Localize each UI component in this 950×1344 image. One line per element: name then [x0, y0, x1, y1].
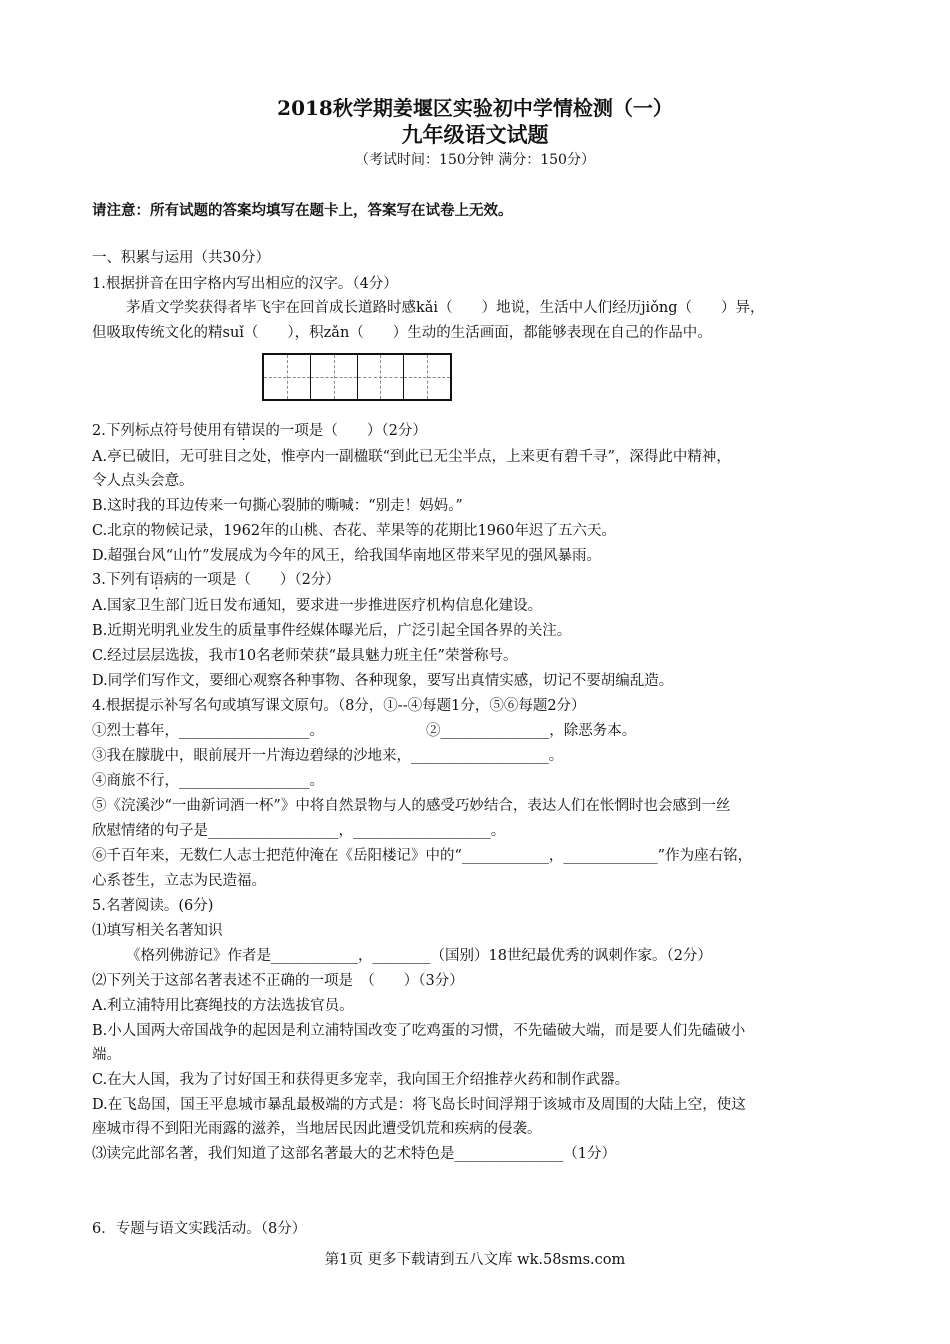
grid-cell[interactable] — [358, 355, 405, 399]
q3-stem — [92, 570, 340, 590]
grid-cell[interactable] — [404, 355, 450, 399]
q4-item5b: 欣慰情绪的句子是__________________，___________________。 — [92, 823, 506, 839]
section-heading: 一、积累与运用（共30分） — [92, 250, 270, 266]
q3-option-a: A.国家卫生部门近日发布通知，要求进一步推进医疗机构信息化建设。 — [92, 598, 543, 614]
notice: 请注意：所有试题的答案均填写在题卡上，答案写在试卷上无效。 — [92, 202, 513, 219]
q5-option-d2: 座城市得不到阳光雨露的滋养，当地居民因此遭受饥荒和疾病的侵袭。 — [92, 1121, 542, 1137]
q4-stem: 4.根据提示补写名句或填写课文原句。（8分，①--④每题1分，⑤⑥每题2分） — [92, 698, 586, 714]
q2-option-b: B.这时我的耳边传来一句撕心裂肺的嘶喊：“别走！妈妈。” — [92, 498, 463, 514]
q5-option-c: C.在大人国，我为了讨好国王和获得更多宠幸，我向国王介绍推荐火药和制作武器。 — [92, 1072, 630, 1088]
exam-info: （考试时间：150分钟 满分：150分） — [355, 152, 595, 168]
q5-part2: ⑵下列关于这部名著表述不正确的一项是 （ ）（3分） — [92, 973, 464, 989]
grid-cell[interactable] — [264, 355, 311, 399]
q2-option-c: C.北京的物候记录，1962年的山桃、杏花、苹果等的花期比1960年迟了五六天。 — [92, 523, 616, 539]
q2-emphasis: 有错误 — [221, 423, 266, 439]
q4-item6b: 心系苍生，立志为民造福。 — [92, 873, 266, 889]
q3-stem-a: 3.下列 — [92, 572, 135, 588]
q3-emphasis: 有语病 — [134, 572, 179, 588]
q4-item4: ④商旅不行，__________________。 — [92, 773, 324, 789]
q5-option-b1: B.小人国两大帝国战争的起因是利立浦特国改变了吃鸡蛋的习惯，不先磕破大端，而是要人们先磕破小 — [92, 1023, 746, 1039]
q4-item1: ①烈士暮年，__________________。 — [92, 723, 324, 739]
page-footer: 第1页 更多下载请到五八文库 wk.58sms.com — [324, 1252, 626, 1268]
q2-stem — [92, 421, 427, 441]
q3-stem-b: 的一项是（ ）（2分） — [178, 572, 340, 588]
q4-item3: ③我在朦胧中，眼前展开一片海边碧绿的沙地来，___________________。 — [92, 748, 564, 764]
q5-part1: ⑴填写相关名著知识 — [92, 923, 223, 939]
q4-item2: ②_______________，除恶务本。 — [426, 723, 637, 739]
q5-part1-line: 《格列佛游记》作者是____________，________（国别）18世纪最优秀的讽刺作家。（2分） — [126, 948, 712, 964]
tianzige-grid[interactable] — [262, 353, 452, 401]
q2-stem-b: 的一项是（ ）（2分） — [265, 423, 427, 439]
q3-option-c: C.经过层层选拔，我市10名老师荣获“最具魅力班主任”荣誉称号。 — [92, 648, 518, 664]
q5-stem: 5.名著阅读。(6分) — [92, 898, 214, 914]
q3-option-b: B.近期光明乳业发生的质量事件经媒体曝光后，广泛引起全国各界的关注。 — [92, 623, 572, 639]
q1-line2: 但吸取传统文化的精suǐ（ ），积zǎn（ ）生动的生活画面，都能够表现在自己的作品中。 — [92, 325, 712, 341]
q3-option-d: D.同学们写作文，要细心观察各种事物、各种现象，要写出真情实感，切记不要胡编乱造。 — [92, 673, 674, 689]
q5-option-b2: 端。 — [92, 1047, 121, 1063]
q2-option-d: D.超强台风“山竹”发展成为今年的风王，给我国华南地区带来罕见的强风暴雨。 — [92, 548, 602, 564]
q2-option-a1: A.亭已破旧，无可驻目之处，惟亭内一副楹联“到此已无尘半点，上来更有碧千寻”，深得此中精神， — [92, 449, 731, 465]
q5-option-d1: D.在飞岛国，国王平息城市暴乱最极端的方式是：将飞岛长时间浮翔于该城市及周围的大陆上空，使这 — [92, 1097, 746, 1113]
q2-option-a2: 令人点头会意。 — [92, 473, 194, 489]
q5-part3: ⑶读完此部名著，我们知道了这部名著最大的艺术特色是_______________（1分） — [92, 1146, 616, 1162]
grid-cell[interactable] — [311, 355, 358, 399]
q4-item5a: ⑤《浣溪沙“一曲新词酒一杯”》中将自然景物与人的感受巧妙结合，表达人们在怅惘时也会感到一丝 — [92, 798, 731, 814]
q5-option-a: A.利立浦特用比赛绳技的方法选拔官员。 — [92, 998, 354, 1014]
exam-subtitle: 九年级语文试题 — [401, 122, 549, 147]
exam-title: 2018秋学期姜堰区实验初中学情检测（一） — [277, 96, 673, 120]
q1-stem: 1.根据拼音在田字格内写出相应的汉字。（4分） — [92, 276, 398, 292]
q6-stem: 6．专题与语文实践活动。（8分） — [92, 1221, 307, 1237]
q1-line1: 茅盾文学奖获得者毕飞宇在回首成长道路时感kǎi（ ）地说，生活中人们经历jiǒng（ ）异， — [126, 300, 765, 316]
q4-item6a: ⑥千百年来，无数仁人志士把范仲淹在《岳阳楼记》中的“____________，_____________”作为座右铭， — [92, 848, 753, 864]
q2-stem-a: 2.下列标点符号使用 — [92, 423, 222, 439]
